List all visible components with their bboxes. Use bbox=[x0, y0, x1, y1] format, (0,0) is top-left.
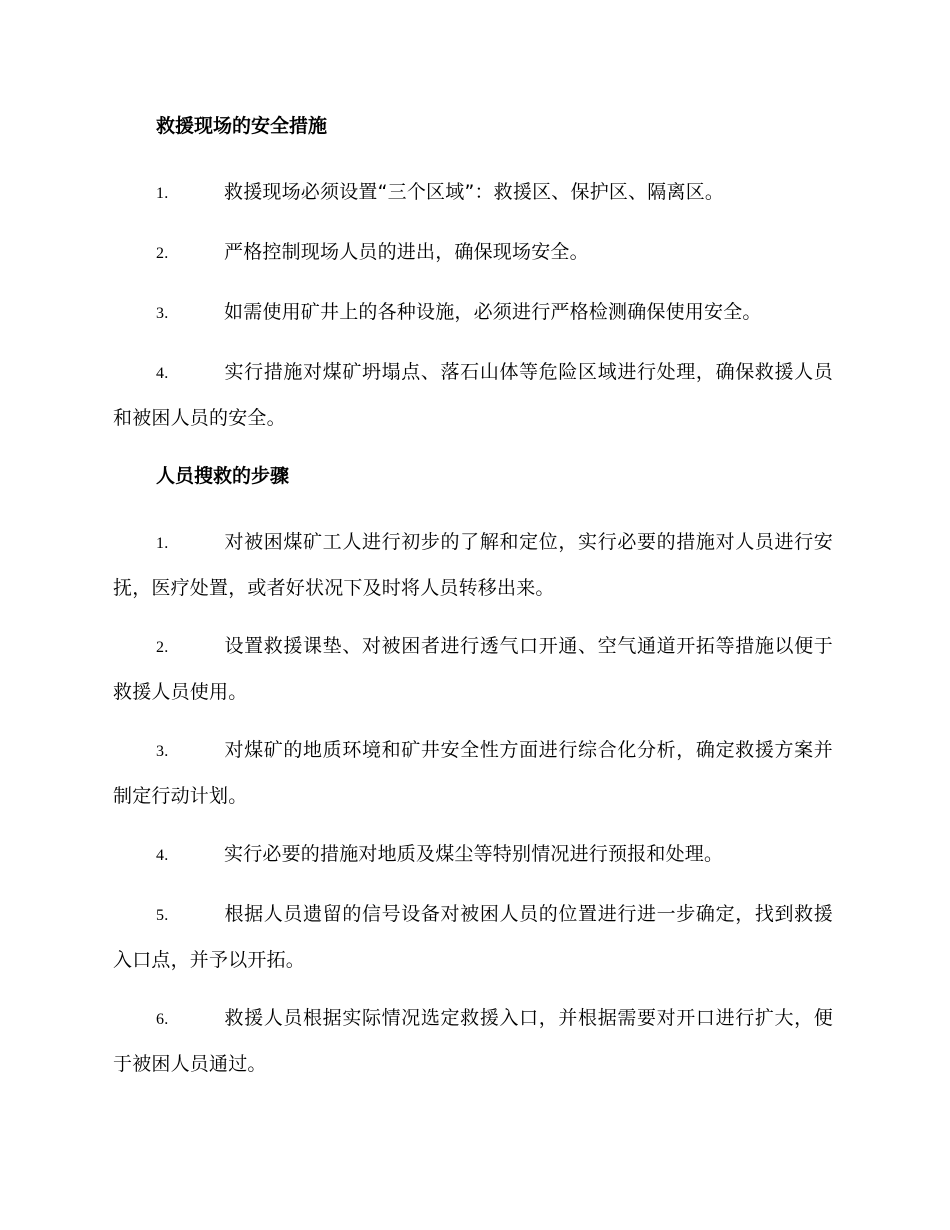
section-heading-safety-measures: 救援现场的安全措施 bbox=[156, 115, 328, 137]
item-text: 救援人员根据实际情况选定救援入口，并根据需要对开口进行扩大，便于被困人员通过。 bbox=[113, 1007, 833, 1075]
item-text: 根据人员遗留的信号设备对被困人员的位置进行进一步确定，找到救援入口点，并予以开拓。 bbox=[113, 903, 833, 971]
item-number: 2. bbox=[156, 639, 169, 656]
list-item bbox=[113, 728, 833, 818]
list-item bbox=[113, 520, 833, 610]
item-text: 实行措施对煤矿坍塌点、落石山体等危险区域进行处理，确保救援人员和被困人员的安全。 bbox=[113, 361, 833, 429]
item-number: 1. bbox=[156, 535, 169, 552]
item-number: 1. bbox=[156, 185, 169, 202]
list-item bbox=[113, 230, 833, 276]
item-text: 如需使用矿井上的各种设施，必须进行严格检测确保使用安全。 bbox=[224, 301, 762, 323]
list-item bbox=[113, 996, 833, 1086]
item-text: 对煤矿的地质环境和矿井安全性方面进行综合化分析，确定救援方案并制定行动计划。 bbox=[113, 739, 833, 807]
item-number: 4. bbox=[156, 365, 169, 382]
item-text: 实行必要的措施对地质及煤尘等特别情况进行预报和处理。 bbox=[224, 843, 724, 865]
item-number: 3. bbox=[156, 743, 169, 760]
list-item bbox=[113, 624, 833, 714]
list-item bbox=[113, 892, 833, 982]
item-number: 3. bbox=[156, 305, 169, 322]
item-number: 5. bbox=[156, 907, 169, 924]
section-heading-search-rescue-steps: 人员搜救的步骤 bbox=[156, 465, 290, 487]
list-item bbox=[113, 170, 833, 216]
list-item bbox=[113, 832, 833, 878]
list-item bbox=[113, 350, 833, 440]
item-text: 对被困煤矿工人进行初步的了解和定位，实行必要的措施对人员进行安抚，医疗处置，或者好状况下及时将人员转移出来。 bbox=[113, 531, 833, 599]
document-page bbox=[113, 104, 833, 1100]
item-text: 设置救援课垫、对被困者进行透气口开通、空气通道开拓等措施以便于救援人员使用。 bbox=[113, 635, 833, 703]
item-number: 6. bbox=[156, 1011, 169, 1028]
item-number: 2. bbox=[156, 245, 169, 262]
item-text: 严格控制现场人员的进出，确保现场安全。 bbox=[224, 241, 589, 263]
item-number: 4. bbox=[156, 847, 169, 864]
item-text: 救援现场必须设置“三个区域”：救援区、保护区、隔离区。 bbox=[224, 181, 725, 203]
list-item bbox=[113, 290, 833, 336]
